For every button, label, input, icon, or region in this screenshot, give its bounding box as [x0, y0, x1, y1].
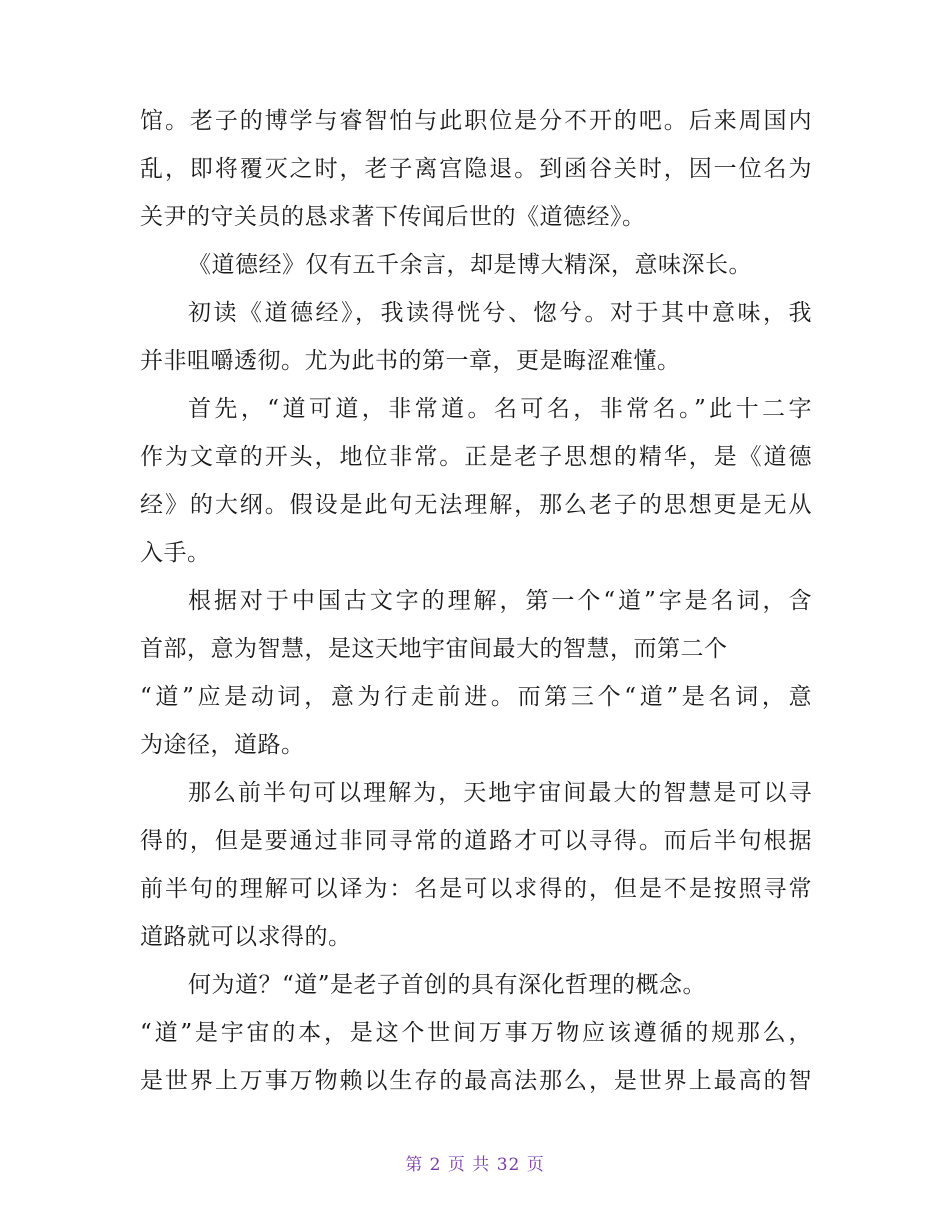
text-line: 《道德经》仅有五千余言，却是博大精深，意味深长。	[188, 252, 752, 278]
text-line: 并非咀嚼透彻。尤为此书的第一章，更是晦涩难懂。	[140, 348, 681, 374]
page-number-footer: 第 2 页 共 32 页	[405, 1155, 545, 1175]
text-line: 是世界上万事万物赖以生存的最高法那么，是世界上最高的智	[140, 1068, 812, 1094]
text-line: 乱，即将覆灭之时，老子离宫隐退。到函谷关时，因一位名为	[140, 156, 812, 182]
text-line: 作为文章的开头，地位非常。正是老子思想的精华，是《道德	[140, 444, 812, 470]
text-line: 首先，“道可道，非常道。名可名，非常名。”此十二字	[188, 396, 812, 422]
text-line: 关尹的守关员的恳求著下传闻后世的《道德经》。	[140, 204, 646, 230]
text-line: 首部，意为智慧，是这天地宇宙间最大的智慧，而第二个	[140, 636, 728, 662]
text-line: 为途径，道路。	[140, 732, 305, 758]
text-line: 经》的大纲。假设是此句无法理解，那么老子的思想更是无从	[140, 492, 812, 518]
text-line: 前半句的理解可以译为：名是可以求得的，但是不是按照寻常	[140, 876, 812, 902]
text-line: 馆。老子的博学与睿智怕与此职位是分不开的吧。后来周国内	[140, 108, 812, 134]
text-line: “道”应是动词，意为行走前进。而第三个“道”是名词，意	[140, 684, 812, 710]
text-line: 根据对于中国古文字的理解，第一个“道”字是名词，含	[188, 588, 812, 614]
text-line: 道路就可以求得的。	[140, 924, 352, 950]
text-line: 那么前半句可以理解为，天地宇宙间最大的智慧是可以寻	[188, 780, 812, 806]
text-line: 初读《道德经》，我读得恍兮、惚兮。对于其中意味，我	[188, 300, 812, 326]
text-line: 何为道？“道”是老子首创的具有深化哲理的概念。	[188, 972, 707, 998]
text-line: 得的，但是要通过非同寻常的道路才可以寻得。而后半句根据	[140, 828, 812, 854]
text-line: 入手。	[140, 540, 211, 566]
text-line: “道”是宇宙的本，是这个世间万事万物应该遵循的规那么，	[140, 1020, 812, 1046]
